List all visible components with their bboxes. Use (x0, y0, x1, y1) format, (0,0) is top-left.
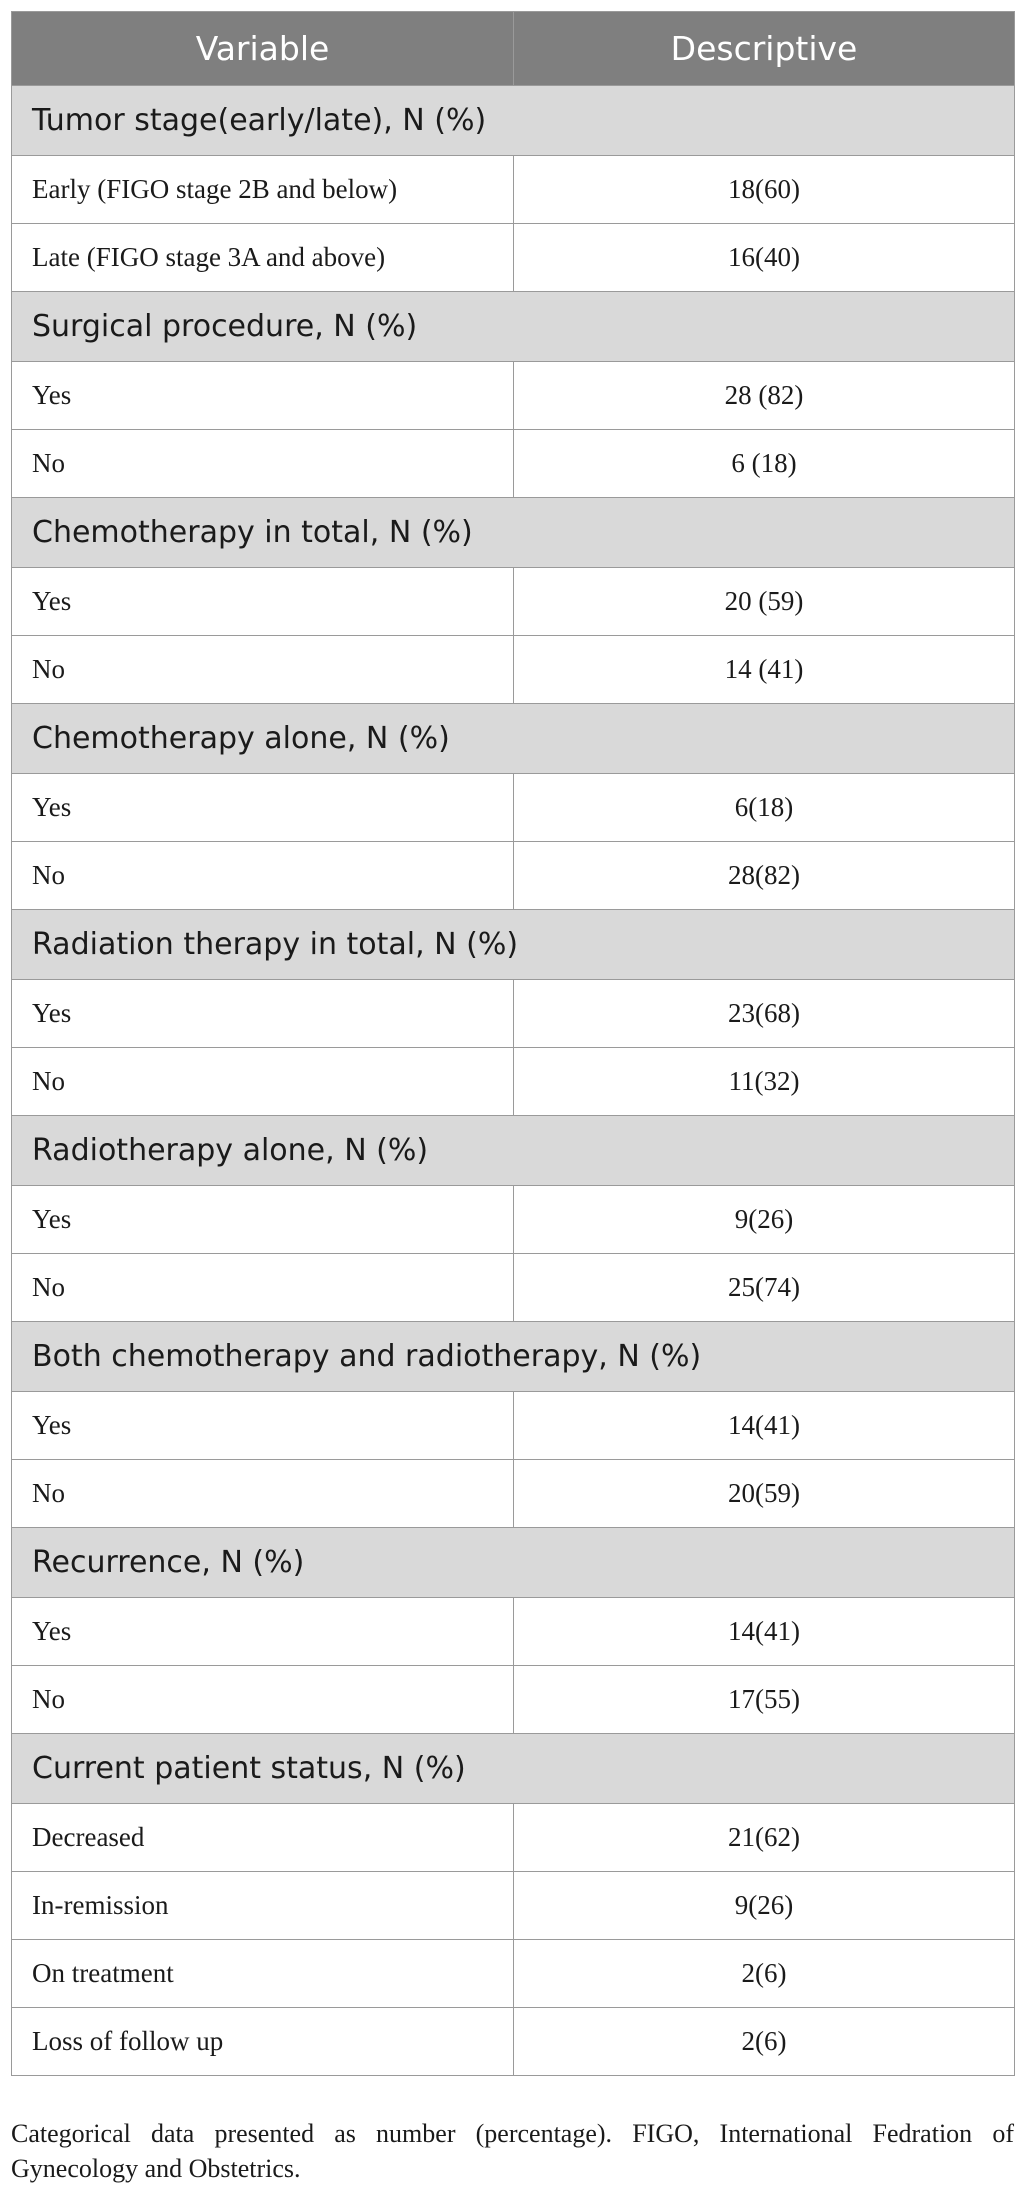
section-row (12, 1734, 1015, 1804)
table-row (12, 1940, 1015, 2008)
table-header-row (12, 12, 1015, 86)
row-value: 25(74) (514, 1254, 1015, 1322)
section-title: Chemotherapy alone, N (%) (12, 704, 1015, 774)
table-row (12, 362, 1015, 430)
row-value: 17(55) (514, 1666, 1015, 1734)
table-row (12, 1666, 1015, 1734)
row-label: Yes (12, 774, 514, 842)
row-value: 16(40) (514, 224, 1015, 292)
table-container (11, 11, 1014, 2076)
table-row (12, 430, 1015, 498)
table-row (12, 1048, 1015, 1116)
table-row (12, 1392, 1015, 1460)
section-title: Surgical procedure, N (%) (12, 292, 1015, 362)
section-row (12, 292, 1015, 362)
table-row (12, 156, 1015, 224)
row-value: 14 (41) (514, 636, 1015, 704)
table-row (12, 980, 1015, 1048)
row-value: 2(6) (514, 2008, 1015, 2076)
row-label: No (12, 1254, 514, 1322)
row-value: 23(68) (514, 980, 1015, 1048)
table-row (12, 224, 1015, 292)
row-value: 14(41) (514, 1598, 1015, 1666)
row-label: Early (FIGO stage 2B and below) (12, 156, 514, 224)
table-row (12, 1460, 1015, 1528)
row-label: Yes (12, 362, 514, 430)
row-value: 2(6) (514, 1940, 1015, 2008)
section-row (12, 1116, 1015, 1186)
row-label: Yes (12, 1598, 514, 1666)
section-row (12, 1528, 1015, 1598)
column-header-variable: Variable (12, 12, 514, 86)
row-label: On treatment (12, 1940, 514, 2008)
row-label: No (12, 842, 514, 910)
section-row (12, 498, 1015, 568)
section-row (12, 704, 1015, 774)
row-label: Yes (12, 1392, 514, 1460)
row-label: Yes (12, 980, 514, 1048)
row-value: 9(26) (514, 1186, 1015, 1254)
row-label: No (12, 430, 514, 498)
section-row (12, 1322, 1015, 1392)
table-row (12, 636, 1015, 704)
section-title: Both chemotherapy and radiotherapy, N (%) (12, 1322, 1015, 1392)
section-title: Radiation therapy in total, N (%) (12, 910, 1015, 980)
section-title: Tumor stage(early/late), N (%) (12, 86, 1015, 156)
table-row (12, 1598, 1015, 1666)
section-row (12, 910, 1015, 980)
row-label: No (12, 1460, 514, 1528)
row-value: 18(60) (514, 156, 1015, 224)
table-row (12, 1254, 1015, 1322)
row-label: In-remission (12, 1872, 514, 1940)
row-label: No (12, 636, 514, 704)
section-row (12, 86, 1015, 156)
table-row (12, 568, 1015, 636)
table-row (12, 1186, 1015, 1254)
table-row (12, 774, 1015, 842)
column-header-descriptive: Descriptive (514, 12, 1015, 86)
section-title: Chemotherapy in total, N (%) (12, 498, 1015, 568)
row-value: 21(62) (514, 1804, 1015, 1872)
row-value: 28 (82) (514, 362, 1015, 430)
row-value: 6(18) (514, 774, 1015, 842)
section-title: Recurrence, N (%) (12, 1528, 1015, 1598)
row-value: 28(82) (514, 842, 1015, 910)
table-row (12, 842, 1015, 910)
row-label: Loss of follow up (12, 2008, 514, 2076)
section-title: Current patient status, N (%) (12, 1734, 1015, 1804)
row-label: Decreased (12, 1804, 514, 1872)
row-value: 6 (18) (514, 430, 1015, 498)
row-label: Yes (12, 1186, 514, 1254)
row-value: 11(32) (514, 1048, 1015, 1116)
section-title: Radiotherapy alone, N (%) (12, 1116, 1015, 1186)
row-value: 14(41) (514, 1392, 1015, 1460)
data-table (11, 11, 1015, 2076)
row-value: 20 (59) (514, 568, 1015, 636)
row-label: Yes (12, 568, 514, 636)
table-body (12, 86, 1015, 2076)
table-row (12, 2008, 1015, 2076)
row-label: No (12, 1048, 514, 1116)
table-row (12, 1804, 1015, 1872)
table-row (12, 1872, 1015, 1940)
row-label: Late (FIGO stage 3A and above) (12, 224, 514, 292)
row-label: No (12, 1666, 514, 1734)
row-value: 20(59) (514, 1460, 1015, 1528)
row-value: 9(26) (514, 1872, 1015, 1940)
table-footnote: Categorical data presented as number (percentage). FIGO, International Fedration of Gynecology and Obstetrics. (11, 2119, 1014, 2183)
